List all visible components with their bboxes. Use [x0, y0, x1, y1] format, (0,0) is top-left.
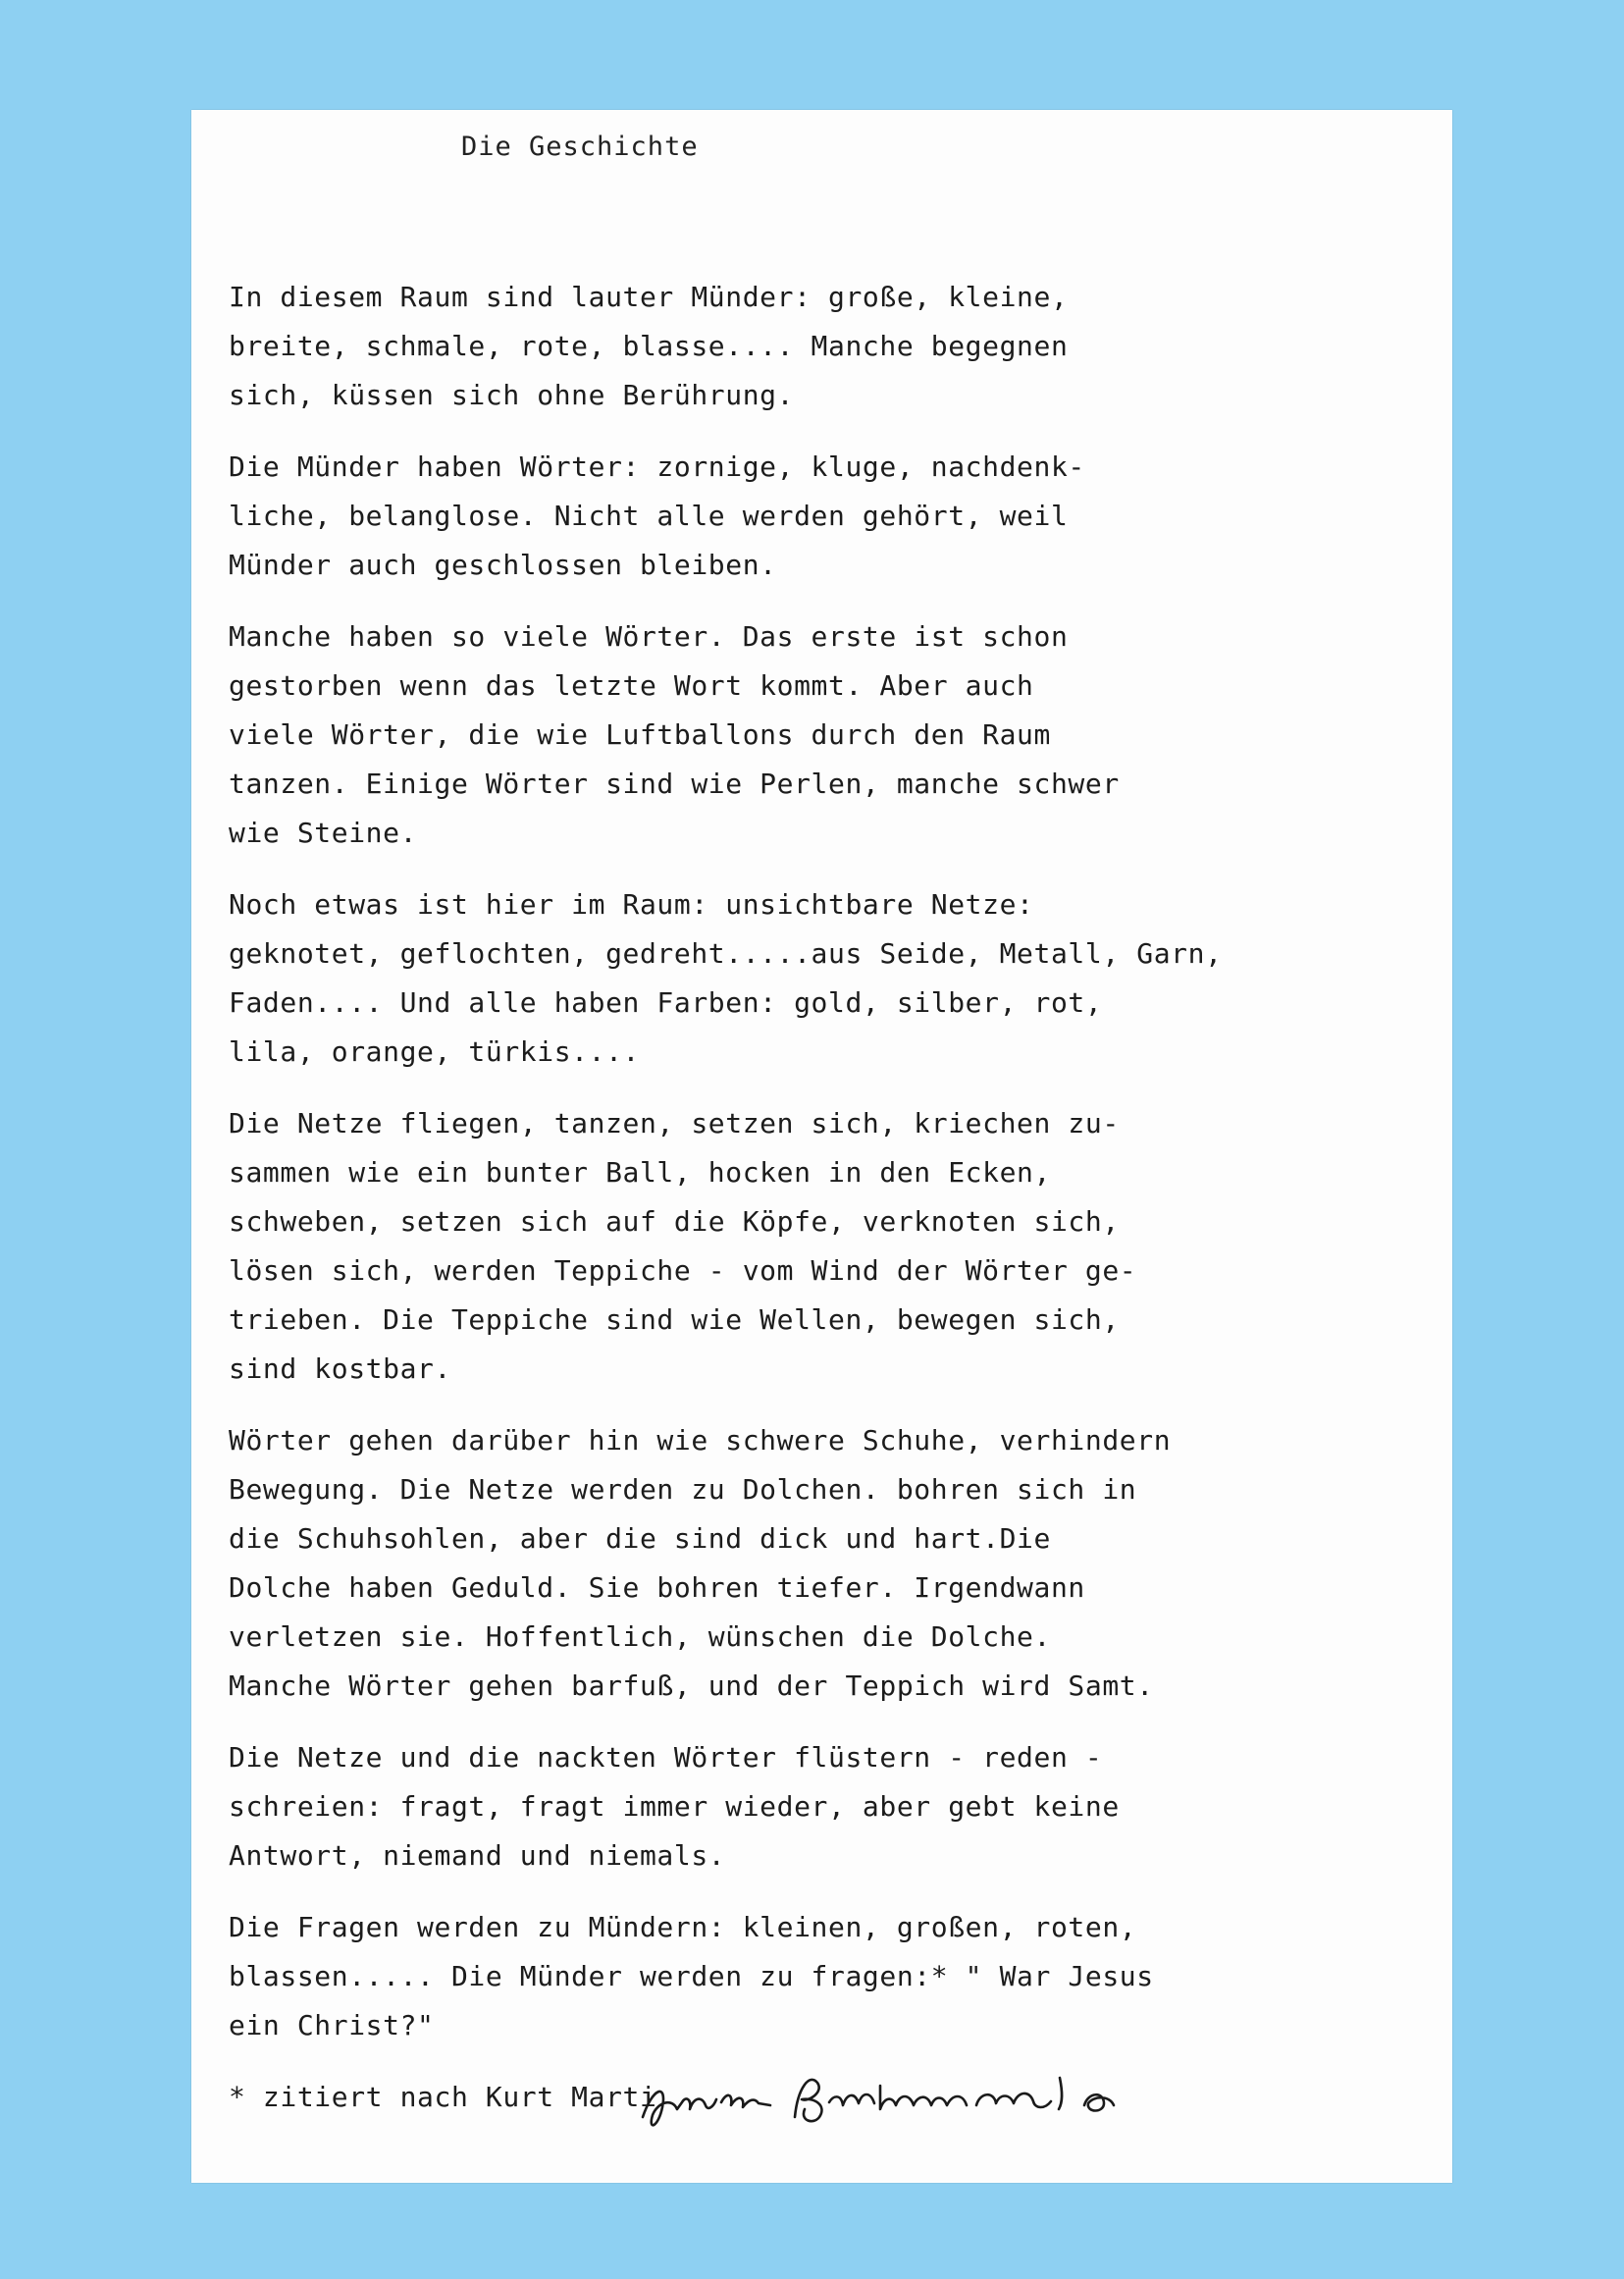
typed-page	[191, 110, 1452, 2183]
paragraph-1: In diesem Raum sind lauter Münder: große, kleine, breite, schmale, rote, blasse.... Manche begegnen sich, küssen sich ohne Berührung.	[229, 281, 1069, 411]
paragraph-2: Die Münder haben Wörter: zornige, kluge, nachdenk- liche, belanglose. Nicht alle werden gehört, weil Münder auch geschlossen bleiben.	[229, 450, 1085, 581]
paragraph-7: Die Netze und die nackten Wörter flüstern - reden - schreien: fragt, fragt immer wieder, aber gebt keine Antwort, niemand und niemals.	[229, 1741, 1120, 1872]
paragraph-8: Die Fragen werden zu Mündern: kleinen, großen, roten, blassen..... Die Münder werden zu fragen:* " War Jesus ein Christ?"	[229, 1911, 1154, 2041]
paragraph-4: Noch etwas ist hier im Raum: unsichtbare Netze: geknotet, geflochten, gedreht.....aus Seide, Metall, Garn, Faden.... Und alle haben Farben: gold, silber, rot, lila, orange, türkis....	[229, 888, 1223, 1068]
handwritten-signature	[623, 2048, 1173, 2142]
document-body	[229, 273, 1421, 2122]
footnote: * zitiert nach Kurt Marti	[229, 2081, 657, 2113]
paragraph-5: Die Netze fliegen, tanzen, setzen sich, kriechen zu- sammen wie ein bunter Ball, hocken in den Ecken, schweben, setzen sich auf die Köpfe, verknoten sich, lösen sich, werden Teppiche - vom Wind der Wörter ge- trieben. Die Teppiche sind wie Wellen, bewegen sich, sind kostbar.	[229, 1107, 1137, 1385]
paragraph-6: Wörter gehen darüber hin wie schwere Schuhe, verhindern Bewegung. Die Netze werden zu Dolchen. bohren sich in die Schuhsohlen, aber die sind dick und hart.Die Dolche haben Geduld. Sie bohren tiefer. Irgendwann verletzen sie. Hoffentlich, wünschen die Dolche. Manche Wörter gehen barfuß, und der Teppich wird Samt.	[229, 1424, 1172, 1702]
document-title: Die Geschichte	[461, 132, 699, 162]
paragraph-3: Manche haben so viele Wörter. Das erste ist schon gestorben wenn das letzte Wort kommt. Aber auch viele Wörter, die wie Luftballons durch den Raum tanzen. Einige Wörter sind wie Perlen, manche schwer wie Steine.	[229, 620, 1120, 849]
